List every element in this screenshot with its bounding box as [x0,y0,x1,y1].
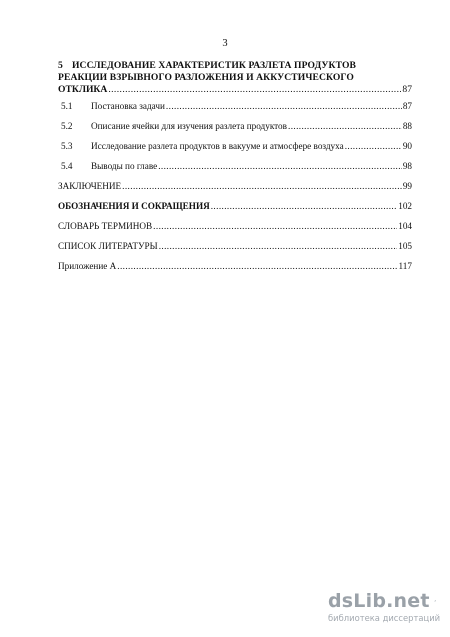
toc-entry-conclusion[interactable] [58,181,412,192]
section-page: 87 [402,101,412,111]
toc-entry-glossary[interactable] [58,221,412,232]
entry-title: СПИСОК ЛИТЕРАТУРЫ [58,241,158,251]
entry-page: 104 [398,221,412,231]
leader-dots [122,181,402,192]
leader-dots [159,241,398,252]
chapter-title-line-1 [58,60,412,72]
leader-dots [288,121,402,132]
section-page: 98 [402,161,412,171]
section-label [58,141,344,152]
toc-section-5-4[interactable] [58,161,412,172]
entry-page: 105 [398,241,412,251]
chapter-title-text-1: ИССЛЕДОВАНИЕ ХАРАКТЕРИСТИК РАЗЛЕТА ПРОДУКТОВ [72,60,357,71]
toc-section-5-3[interactable] [58,141,412,152]
toc-entry-appendix-a[interactable] [58,261,412,272]
leader-dots [166,101,402,112]
entry-page: 117 [398,261,412,271]
chapter-title-text-3: ОТКЛИКА [58,84,108,95]
section-title: Исследование разлета продуктов в вакууме и атмосфере воздуха [91,141,344,151]
watermark-subtitle: библиотека диссертаций [328,613,441,623]
watermark [328,590,441,623]
entry-title: ЗАКЛЮЧЕНИЕ [58,181,122,191]
section-number: 5.1 [61,101,73,111]
leaf-icon [434,593,436,609]
section-number: 5.2 [61,121,73,131]
chapter-title-line-3[interactable] [58,84,412,96]
entry-title: Приложение А [58,261,117,271]
toc-entry-references[interactable] [58,241,412,252]
entry-page: 102 [398,201,412,211]
chapter-page: 87 [402,84,412,95]
chapter-number: 5 [58,60,63,71]
section-title: Постановка задачи [91,101,165,111]
leader-dots [158,161,402,172]
section-title: Описание ячейки для изучения разлета продуктов [91,121,287,131]
watermark-logo [328,590,436,612]
section-page: 88 [402,121,412,131]
entry-title: СЛОВАРЬ ТЕРМИНОВ [58,221,153,231]
section-label [58,121,287,132]
entry-title: ОБОЗНАЧЕНИЯ И СОКРАЩЕНИЯ [58,201,210,211]
leader-dots [108,84,401,96]
entry-page: 99 [402,181,412,191]
section-title: Выводы по главе [91,161,158,171]
leader-dots [153,221,397,232]
page-number: 3 [222,38,228,49]
section-label [58,101,165,112]
chapter-title-line-2: РЕАКЦИИ ВЗРЫВНОГО РАЗЛОЖЕНИЯ И АККУСТИЧЕСКОГО [58,72,354,83]
toc-section-5-1[interactable] [58,101,412,112]
watermark-logo-text: dsLib.net [328,590,430,612]
leader-dots [345,141,402,152]
section-number: 5.3 [61,141,73,151]
section-label [58,161,157,172]
section-number: 5.4 [61,161,73,171]
table-of-contents [58,60,412,272]
leader-dots [117,261,397,272]
leader-dots [211,201,397,212]
toc-section-5-2[interactable] [58,121,412,132]
section-page: 90 [402,141,412,151]
toc-entry-abbreviations[interactable] [58,201,412,212]
